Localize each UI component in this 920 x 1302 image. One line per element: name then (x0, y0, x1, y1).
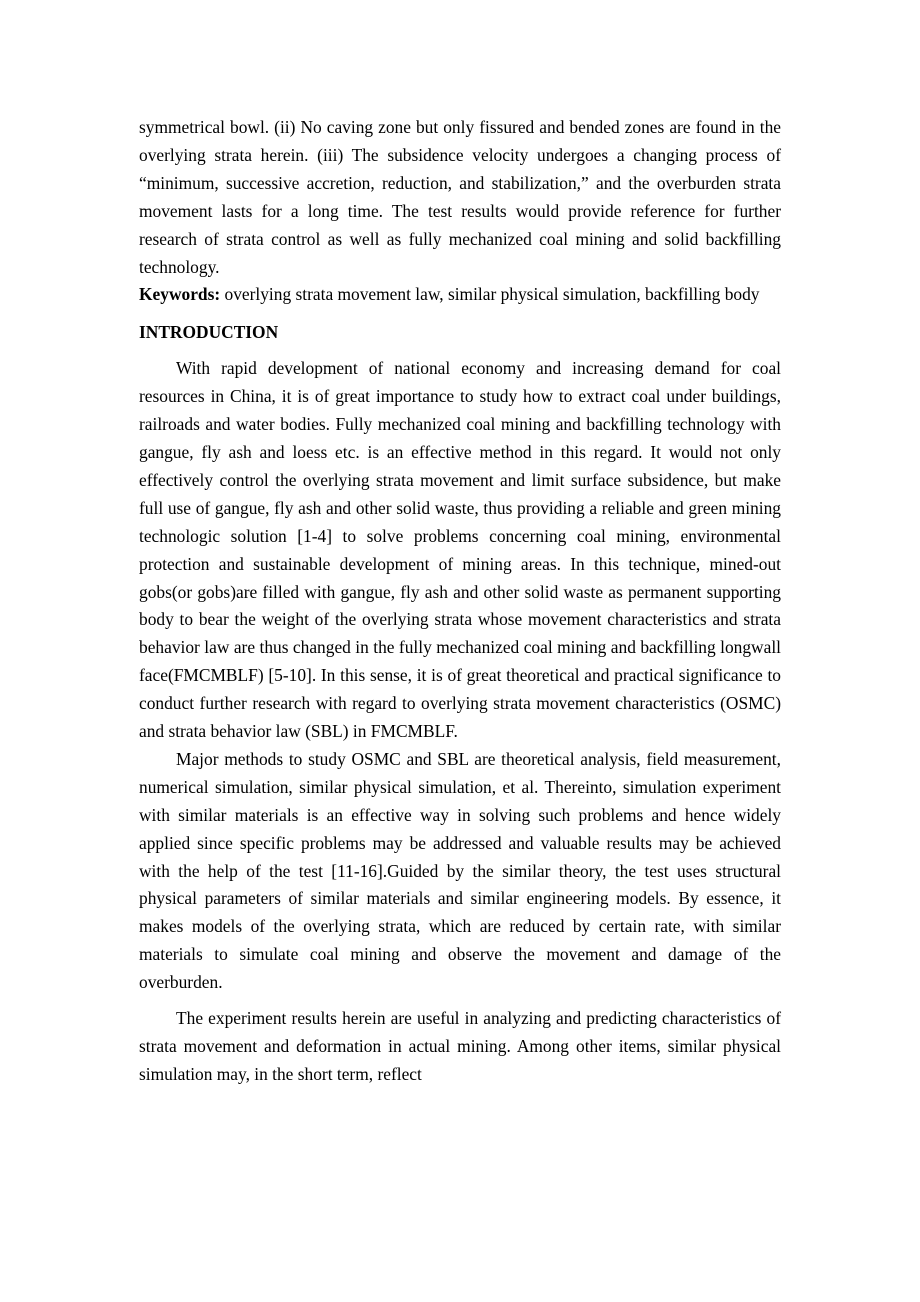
abstract-tail: symmetrical bowl. (ii) No caving zone but only fissured and bended zones are found in the overlying strata herein. (iii) The subsidence velocity undergoes a changing process of “minimum, successive accretion, reduction, and stabilization,” and the overburden strata movement lasts for a long time. The test results would provide reference for further research of strata control as well as fully mechanized coal mining and solid backfilling technology. (139, 117, 781, 277)
keywords-text: overlying strata movement law, similar physical simulation, backfilling body (220, 284, 760, 305)
keywords-line (139, 281, 781, 309)
section-heading: INTRODUCTION (139, 322, 279, 343)
paper-page (139, 114, 781, 1089)
body-paragraph: The experiment results herein are useful in analyzing and predicting characteristics of strata movement and deformation in actual mining. Among other items, similar physical simulation may, in the short term, reflect (139, 1008, 781, 1084)
spacer (139, 347, 781, 355)
body-paragraph: With rapid development of national economy and increasing demand for coal resources in China, it is of great importance to study how to extract coal under buildings, railroads and water bodies. Fully mechanized coal mining and backfilling technology with gangue, fly ash and loess etc. is an effective method in this regard. It would not only effectively control the overlying strata movement and limit surface subsidence, but make full use of gangue, fly ash and other solid waste, thus providing a reliable and green mining technologic solution [1-4] to solve problems concerning coal mining, environmental protection and sustainable development of mining areas. In this technique, mined-out gobs(or gobs)are filled with gangue, fly ash and other solid waste as permanent supporting body to bear the weight of the overlying strata whose movement characteristics and strata behavior law are thus changed in the fully mechanized coal mining and backfilling longwall face(FMCMBLF) [5-10]. In this sense, it is of great theoretical and practical significance to conduct further research with regard to overlying strata movement characteristics (OSMC) and strata behavior law (SBL) in FMCMBLF. (139, 358, 781, 742)
keywords-label: Keywords: (139, 284, 221, 305)
spacer (139, 997, 781, 1005)
spacer (139, 309, 781, 319)
body-paragraph: Major methods to study OSMC and SBL are theoretical analysis, field measurement, numerical simulation, similar physical simulation, et al. Thereinto, simulation experiment with similar materials is an effective way in solving such problems and hence widely applied since specific problems may be addressed and valuable results may be achieved with the help of the test [11-16].Guided by the similar theory, the test uses structural physical parameters of similar materials and similar engineering models. By essence, it makes models of the overlying strata, which are reduced by certain rate, with similar materials to simulate coal mining and observe the movement and damage of the overburden. (139, 748, 781, 993)
